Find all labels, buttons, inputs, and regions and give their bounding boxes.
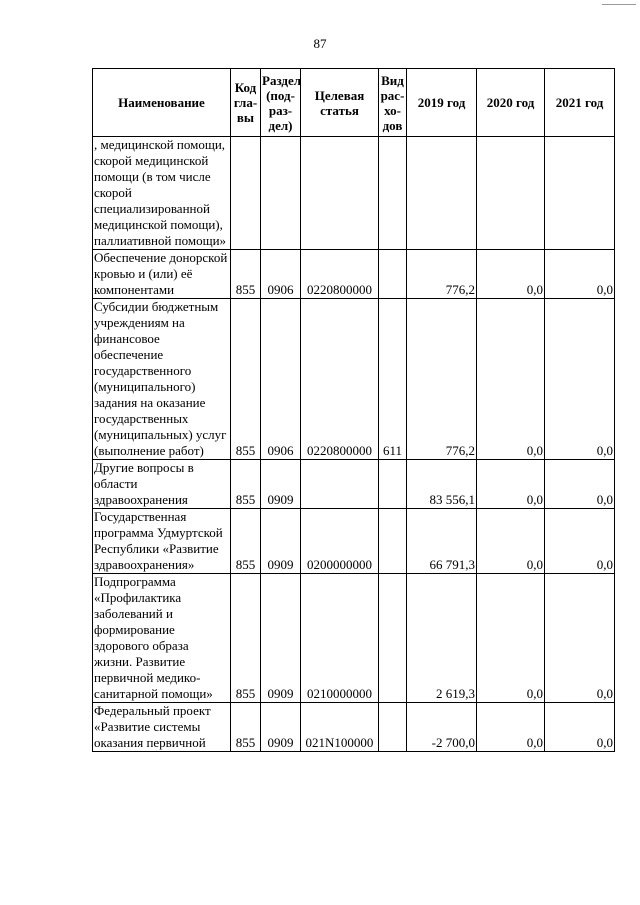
cell-code: 855 (231, 299, 261, 460)
table-row (93, 460, 615, 509)
cell-name: , медицинской помощи, скорой медицинской помощи (в том числе скорой специализированной медицинской помощи), паллиативной помощи» (93, 137, 231, 250)
cell-section: 0906 (261, 250, 301, 299)
header-2019: 2019 год (407, 69, 477, 137)
table-row (93, 250, 615, 299)
cell-section: 0909 (261, 703, 301, 752)
cell-2019: 66 791,3 (407, 509, 477, 574)
cell-target: 0220800000 (301, 299, 379, 460)
cell-2020: 0,0 (477, 250, 545, 299)
cell-2019: 776,2 (407, 299, 477, 460)
cell-2019: 776,2 (407, 250, 477, 299)
cell-2020: 0,0 (477, 460, 545, 509)
header-2021: 2021 год (545, 69, 615, 137)
cell-2019: 2 619,3 (407, 574, 477, 703)
cell-section: 0909 (261, 574, 301, 703)
header-target: Целевая статья (301, 69, 379, 137)
table-header-row (93, 69, 615, 137)
cell-2021: 0,0 (545, 299, 615, 460)
cell-target: 021N100000 (301, 703, 379, 752)
cell-2020: 0,0 (477, 703, 545, 752)
cell-code: 855 (231, 250, 261, 299)
header-code: Код гла-вы (231, 69, 261, 137)
cell-2021 (545, 137, 615, 250)
cell-expense-type (379, 509, 407, 574)
cell-expense-type (379, 703, 407, 752)
header-section: Раздел (под-раз-дел) (261, 69, 301, 137)
cell-expense-type (379, 574, 407, 703)
header-2020: 2020 год (477, 69, 545, 137)
cell-2019: 83 556,1 (407, 460, 477, 509)
page-number: 87 (313, 36, 327, 51)
cell-name: Государственная программа Удмуртской Республики «Развитие здравоохранения» (93, 509, 231, 574)
table-row (93, 703, 615, 752)
cell-target (301, 460, 379, 509)
cell-name: Обеспечение донорской кровью и (или) её компонентами (93, 250, 231, 299)
cell-expense-type (379, 460, 407, 509)
cell-2019: -2 700,0 (407, 703, 477, 752)
cell-code: 855 (231, 703, 261, 752)
table-row (93, 137, 615, 250)
cell-2021: 0,0 (545, 509, 615, 574)
cell-name: Субсидии бюджетным учреждениям на финансовое обеспечение государственного (муниципального) задания на оказание государственных (муниципальных) услуг (выполнение работ) (93, 299, 231, 460)
cell-2019 (407, 137, 477, 250)
table-row (93, 509, 615, 574)
cell-section: 0909 (261, 460, 301, 509)
cell-target: 0200000000 (301, 509, 379, 574)
cell-2021: 0,0 (545, 460, 615, 509)
cell-section: 0909 (261, 509, 301, 574)
cell-code: 855 (231, 574, 261, 703)
cell-name: Федеральный проект «Развитие системы оказания первичной (93, 703, 231, 752)
cell-2020: 0,0 (477, 509, 545, 574)
cell-code: 855 (231, 460, 261, 509)
table-row (93, 574, 615, 703)
cell-code: 855 (231, 509, 261, 574)
table-row (93, 299, 615, 460)
cell-target: 0210000000 (301, 574, 379, 703)
cell-target (301, 137, 379, 250)
cell-name: Другие вопросы в области здравоохранения (93, 460, 231, 509)
cell-section (261, 137, 301, 250)
cell-section: 0906 (261, 299, 301, 460)
cell-expense-type (379, 137, 407, 250)
cell-expense-type: 611 (379, 299, 407, 460)
cell-target: 0220800000 (301, 250, 379, 299)
header-expense-type: Вид рас-хо-дов (379, 69, 407, 137)
header-name: Наименование (93, 69, 231, 137)
cell-2021: 0,0 (545, 703, 615, 752)
cell-name: Подпрограмма «Профилактика заболеваний и формирование здорового образа жизни. Развитие первичной медико-санитарной помощи» (93, 574, 231, 703)
cell-code (231, 137, 261, 250)
cell-2020: 0,0 (477, 299, 545, 460)
budget-table (92, 68, 615, 752)
cell-2021: 0,0 (545, 250, 615, 299)
cell-expense-type (379, 250, 407, 299)
cell-2021: 0,0 (545, 574, 615, 703)
corner-mark (602, 4, 636, 5)
cell-2020 (477, 137, 545, 250)
cell-2020: 0,0 (477, 574, 545, 703)
